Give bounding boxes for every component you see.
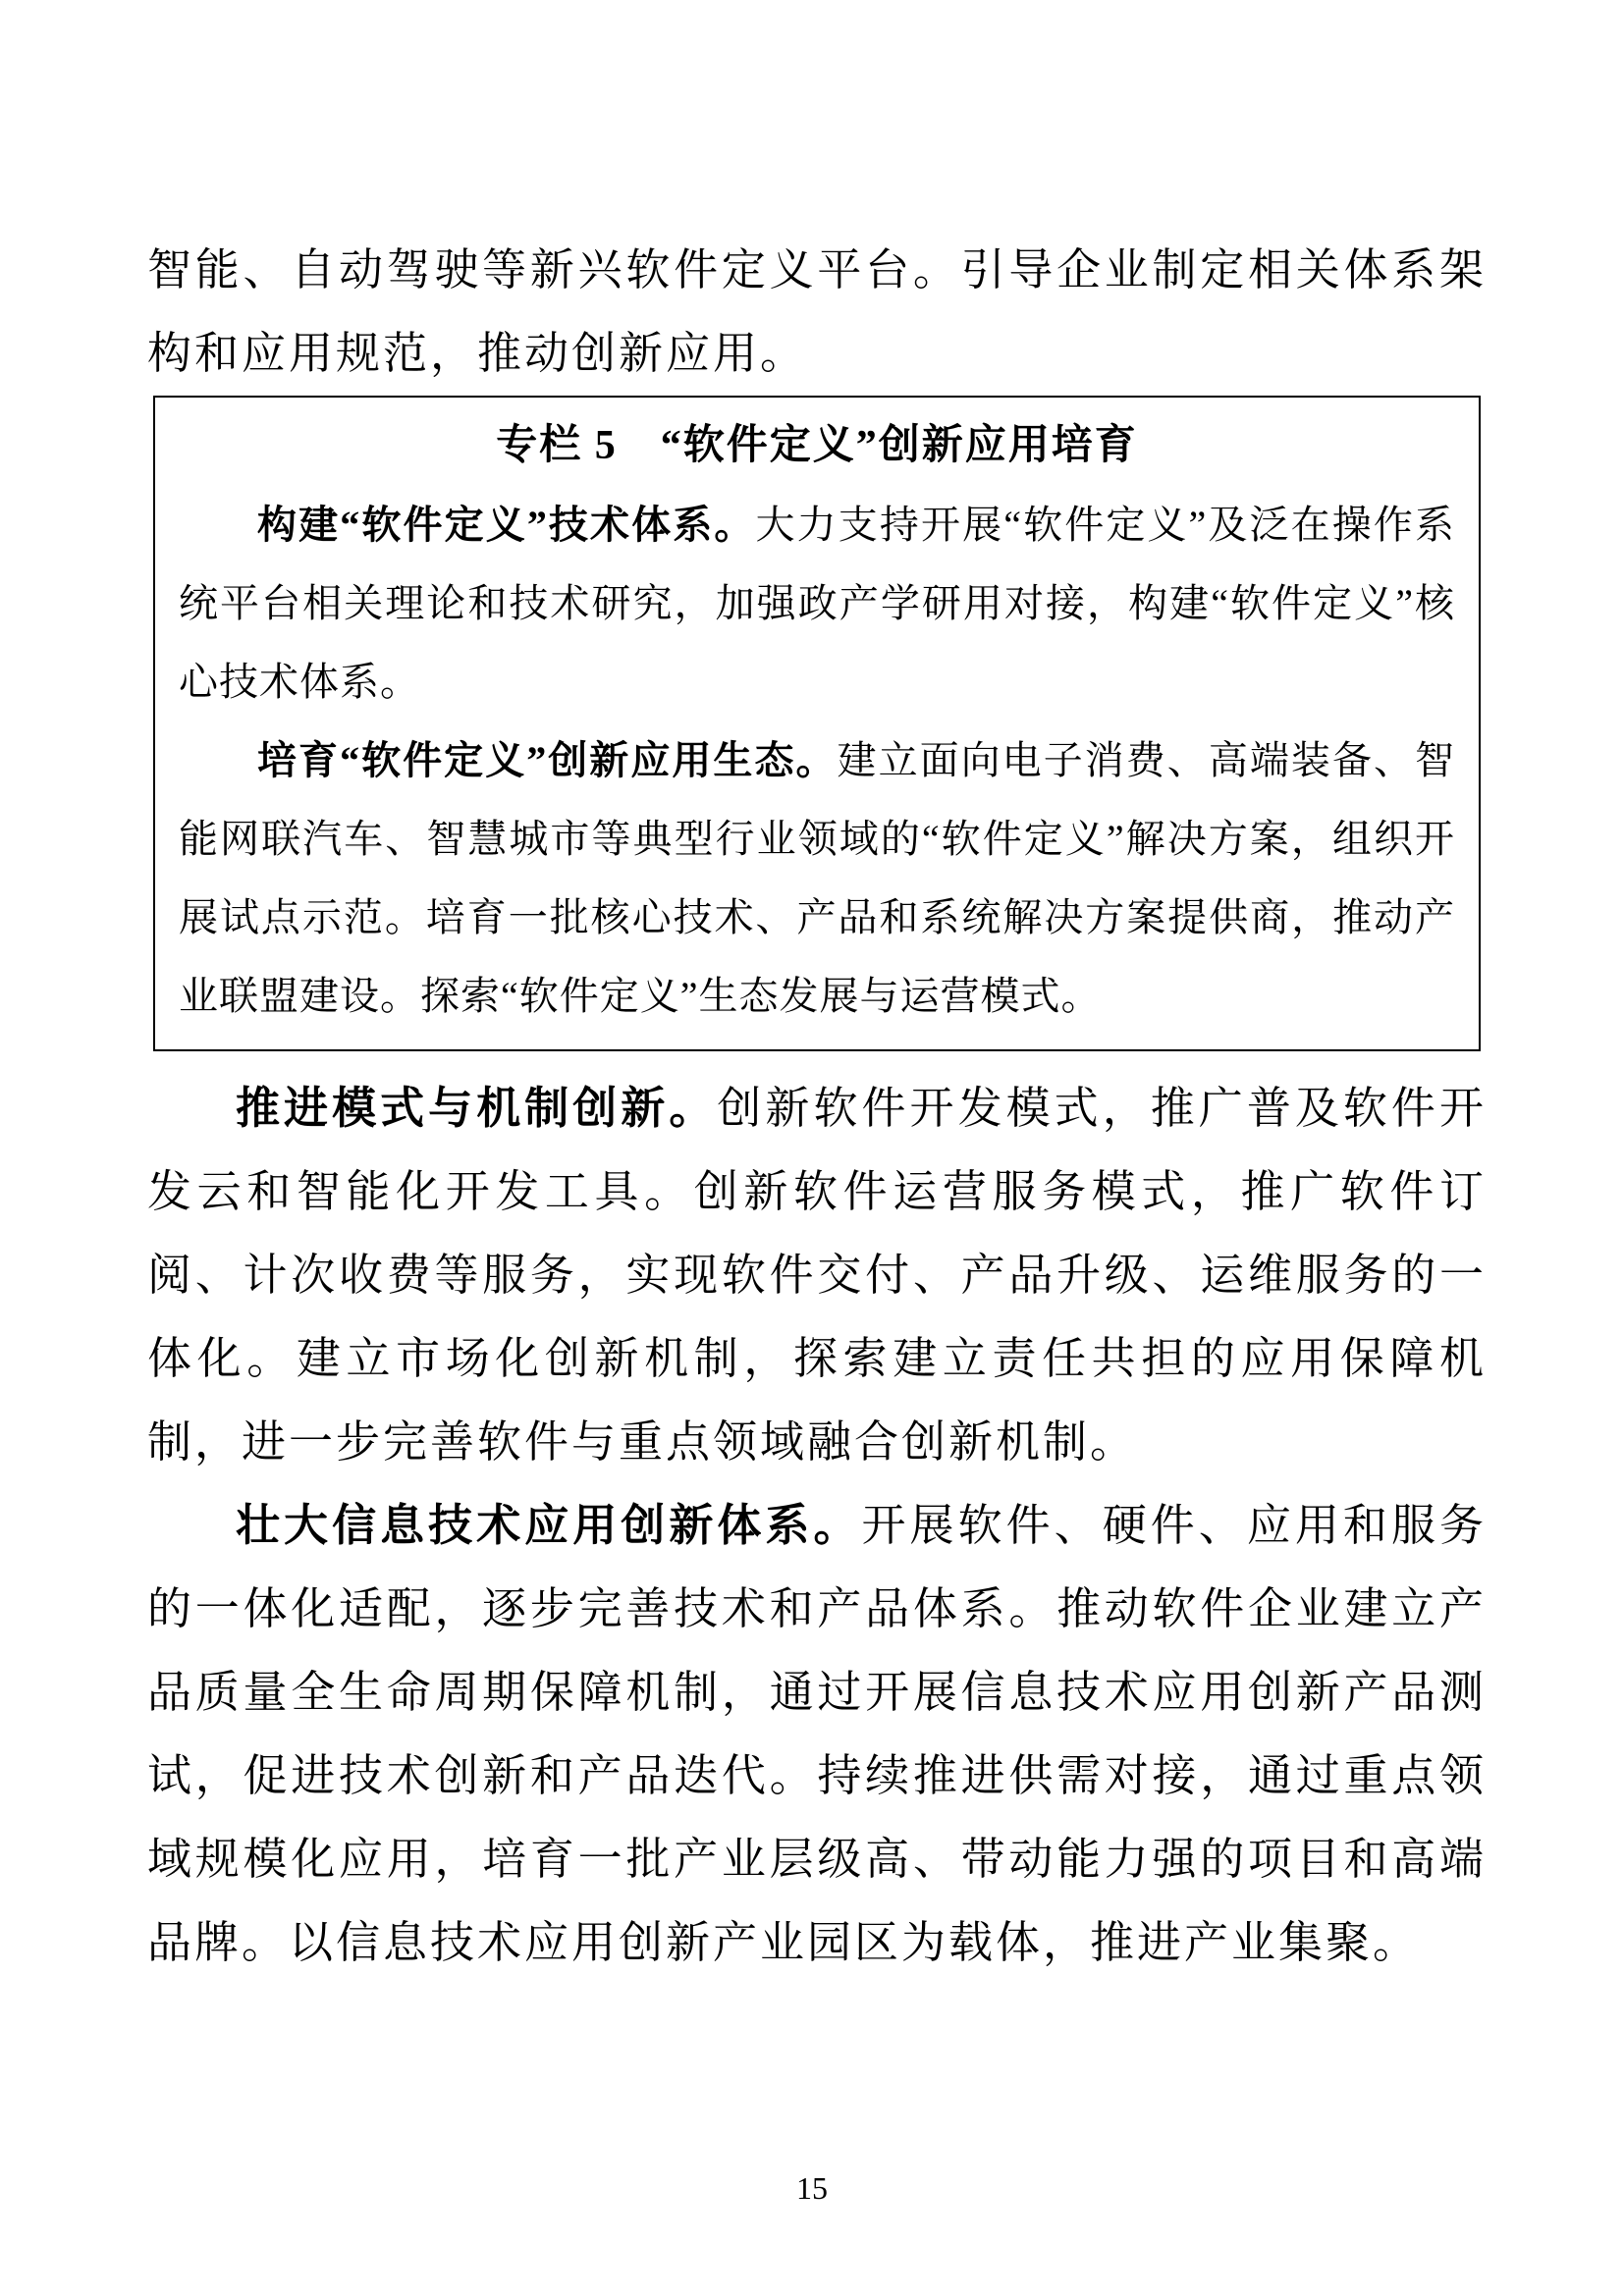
intro-paragraph-text: 智能、自动驾驶等新兴软件定义平台。引导企业制定相关体系架构和应用规范，推动创新应用。 [147, 245, 1487, 378]
body-paragraph-body: 创新软件开发模式，推广普及软件开发云和智能化开发工具。创新软件运营服务模式，推广软件订阅、计次收费等服务，实现软件交付、产品升级、运维服务的一体化。建立市场化创新机制，探索建立责任共担的应用保障机制，进一步完善软件与重点领域融合创新机制。 [147, 1084, 1487, 1467]
box-paragraph-lead: 培育“软件定义”创新应用生态。 [257, 738, 838, 782]
box-paragraph-lead: 构建“软件定义”技术体系。 [257, 503, 756, 547]
body-paragraph-lead: 壮大信息技术应用创新体系。 [236, 1501, 862, 1550]
page-content [147, 229, 1487, 1985]
body-paragraph [147, 1067, 1487, 1484]
box-paragraph [179, 486, 1455, 721]
intro-paragraph [147, 229, 1487, 396]
box-paragraph [179, 721, 1455, 1036]
feature-box-title: 专栏 5 “软件定义”创新应用培育 [496, 423, 1138, 468]
box-paragraph-body: 大力支持开展“软件定义”及泛在操作系统平台相关理论和技术研究，加强政产学研用对接，构建“软件定义”核心技术体系。 [179, 503, 1455, 704]
body-paragraph-body: 开展软件、硬件、应用和服务的一体化适配，逐步完善技术和产品体系。推动软件企业建立产品质量全生命周期保障机制，通过开展信息技术应用创新产品测试，促进技术创新和产品迭代。持续推进供需对接，通过重点领域规模化应用，培育一批产业层级高、带动能力强的项目和高端品牌。以信息技术应用创新产业园区为载体，推进产业集聚。 [147, 1501, 1487, 1967]
feature-box [153, 396, 1481, 1051]
box-paragraph-body: 建立面向电子消费、高端装备、智能网联汽车、智慧城市等典型行业领域的“软件定义”解决方案，组织开展试点示范。培育一批核心技术、产品和系统解决方案提供商，推动产业联盟建设。探索“软件定义”生态发展与运营模式。 [179, 738, 1456, 1018]
body-paragraph [147, 1484, 1487, 1985]
page-number: 15 [796, 2170, 828, 2206]
body-paragraph-lead: 推进模式与机制创新。 [236, 1084, 718, 1133]
